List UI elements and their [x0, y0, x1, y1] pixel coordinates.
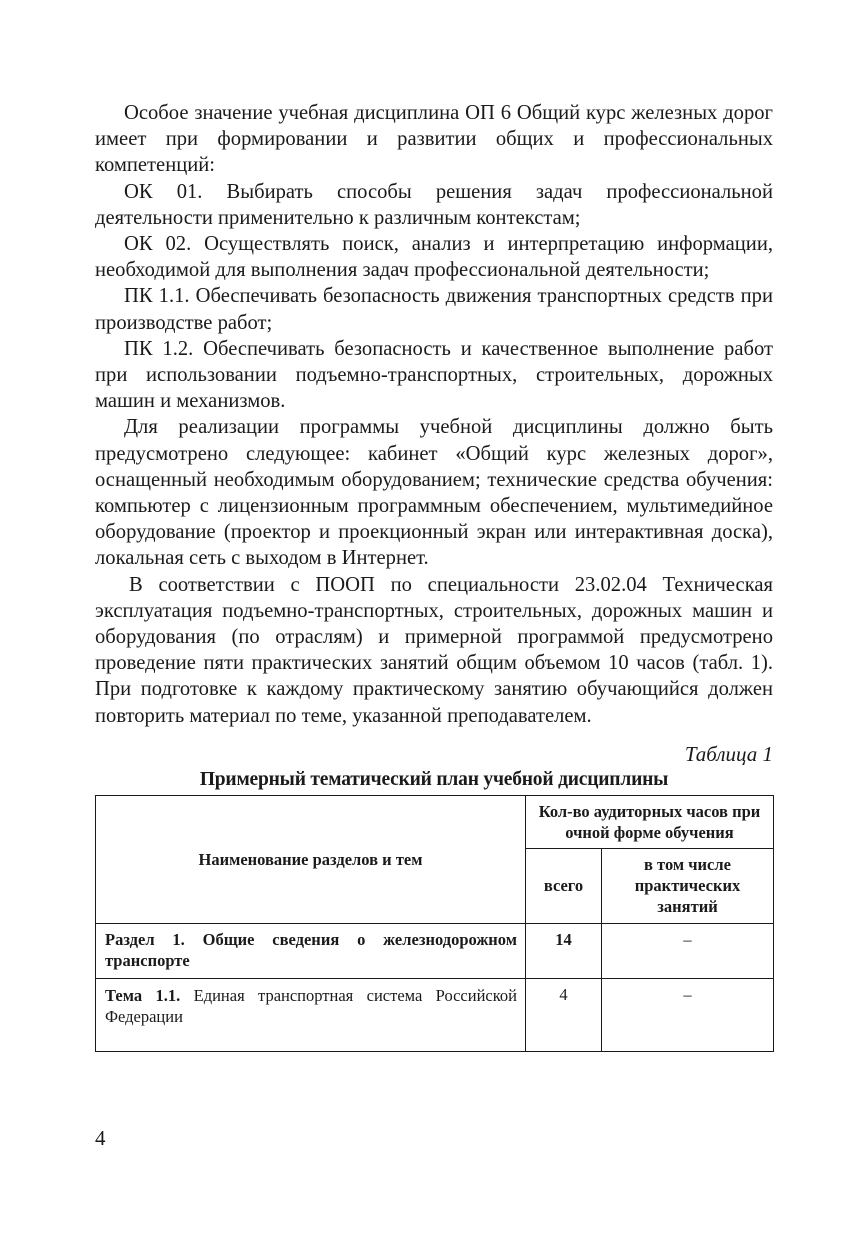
section-total: 14	[526, 923, 602, 978]
topic-practical: –	[602, 978, 774, 1051]
paragraph-intro: Особое значение учебная дисциплина ОП 6 Общий курс железных дорог имеет при формировании и развитии общих и профессиональных компетенций:	[95, 102, 773, 177]
paragraph-pk11: ПК 1.1. Обеспечивать безопасность движения транспортных средств при производстве работ;	[95, 285, 773, 334]
header-name: Наименование разделов и тем	[96, 795, 526, 923]
header-total: всего	[526, 848, 602, 923]
topic-label: Тема 1.1.	[105, 985, 181, 1005]
paragraph-equipment: Для реализации программы учебной дисциплины должно быть предусмотрено следующее: кабинет «Общий курс железных дорог», оснащенный необходимым оборудованием; технические средства обучения: компьютер с лицензионным программным обеспечением, мультимедийное оборудование (проектор и проекционный экран или интерактивная доска), локальная сеть с выходом в Интернет.	[95, 416, 773, 570]
section-label: Раздел 1. Общие сведения о железнодорожном транспорте	[96, 923, 526, 978]
table-header-row	[96, 795, 774, 848]
page-content	[95, 100, 773, 1052]
header-hours-group: Кол-во аудиторных часов при очной форме обучения	[526, 795, 774, 848]
paragraph-ok01: ОК 01. Выбирать способы решения задач профессиональной деятельности применительно к различным контекстам;	[95, 180, 773, 229]
section-practical: –	[602, 923, 774, 978]
thematic-plan-table	[95, 795, 774, 1052]
paragraph-ok02: ОК 02. Осуществлять поиск, анализ и интерпретацию информации, необходимой для выполнения задач профессиональной деятельности;	[95, 233, 773, 282]
topic-cell	[96, 978, 526, 1051]
topic-total: 4	[526, 978, 602, 1051]
table-title: Примерный тематический план учебной дисциплины	[199, 768, 669, 790]
paragraph-practicals: В соответствии с ПООП по специальности 23.02.04 Техническая эксплуатация подъемно-транспортных, строительных, дорожных машин и оборудования (по отраслям) и примерной программой предусмотрено проведение пяти практических занятий общим объемом 10 часов (табл. 1). При подготовке к каждому практическому занятию обучающийся должен повторить материал по теме, указанной преподавателем.	[95, 573, 773, 727]
page-number: 4	[95, 1126, 106, 1150]
table-row	[96, 923, 774, 978]
paragraph-pk12: ПК 1.2. Обеспечивать безопасность и качественное выполнение работ при использовании подъемно-транспортных, строительных, дорожных машин и механизмов.	[95, 337, 773, 413]
table-caption: Таблица 1	[684, 741, 773, 766]
topic-text: Единая транспортная система Российской Федерации	[105, 985, 518, 1026]
header-practical: в том числе практических занятий	[602, 848, 774, 923]
table-row	[96, 978, 774, 1051]
